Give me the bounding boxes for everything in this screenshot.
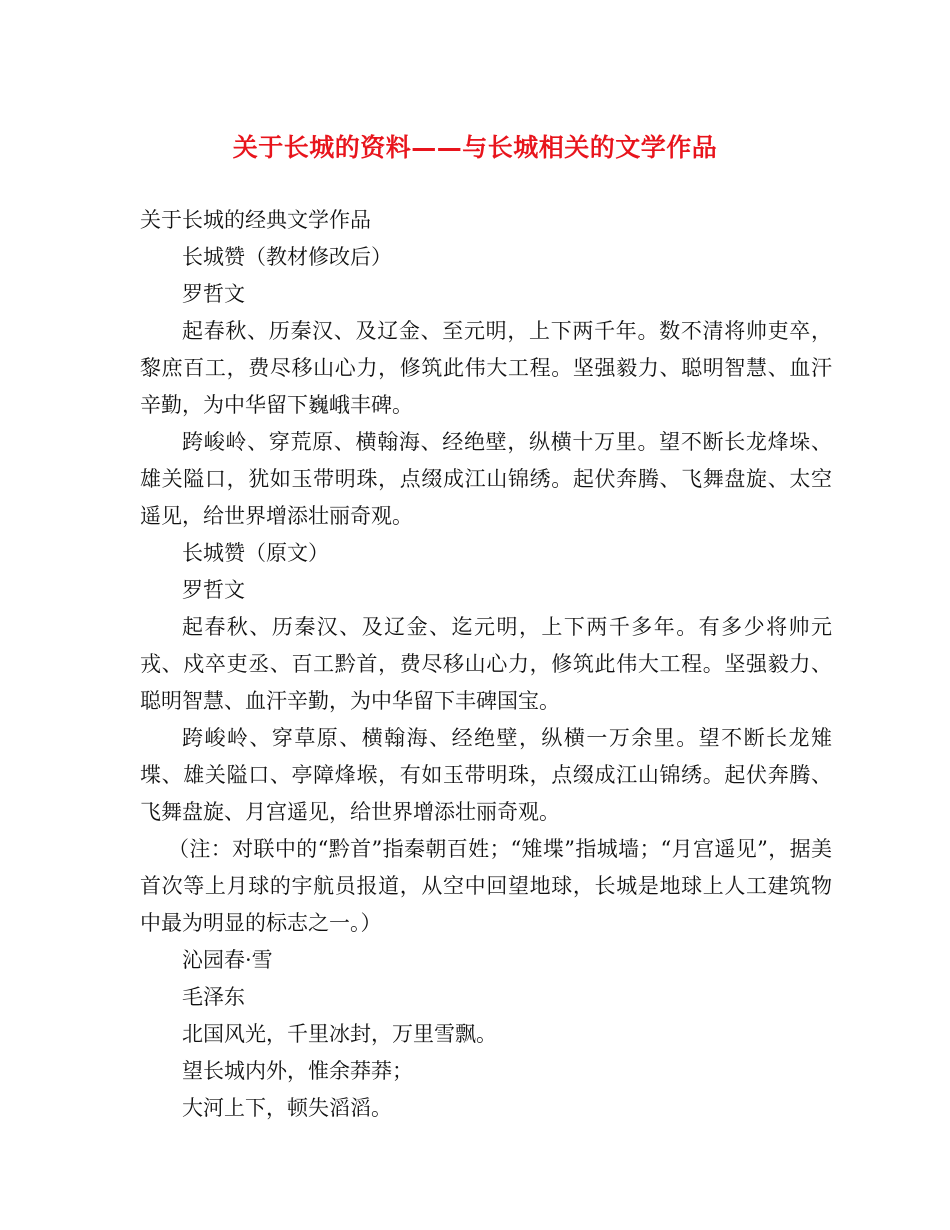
- poem-title: 沁园春·雪: [182, 948, 273, 972]
- section-heading: 关于长城的经典文学作品: [140, 208, 371, 232]
- annotation-note: （注：对联中的“黔首”指秦朝百姓；“雉堞”指城墙；“月宫遥见”，据美首次等上月球的宇航员报道，从空中回望地球，长城是地球上人工建筑物中最为明显的标志之一。）: [140, 837, 832, 935]
- poem-paragraph: 起春秋、历秦汉、及辽金、至元明，上下两千年。数不清将帅吏卒，黎庶百工，费尽移山心力，修筑此伟大工程。坚强毅力、聪明智慧、血汗辛勤，为中华留下巍峨丰碑。: [140, 319, 832, 417]
- poem-line: 望长城内外，惟余莽莽；: [182, 1059, 413, 1083]
- poem-line: 大河上下，顿失滔滔。: [182, 1096, 392, 1120]
- poem-title: 长城赞（原文）: [182, 541, 329, 565]
- poem-author: 罗哲文: [182, 578, 245, 602]
- poem-paragraph: 起春秋、历秦汉、及辽金、迄元明，上下两千多年。有多少将帅元戎、戍卒吏丞、百工黔首，费尽移山心力，修筑此伟大工程。坚强毅力、聪明智慧、血汗辛勤，为中华留下丰碑国宝。: [140, 615, 832, 713]
- document-body: [140, 202, 832, 1127]
- poem-paragraph: 跨峻岭、穿荒原、横翰海、经绝壁，纵横十万里。望不断长龙烽垛、雄关隘口，犹如玉带明珠，点缀成江山锦绣。起伏奔腾、飞舞盘旋、太空遥见，给世界增添壮丽奇观。: [140, 430, 832, 528]
- poem-title: 长城赞（教材修改后）: [182, 245, 392, 269]
- poem-paragraph: 跨峻岭、穿草原、横翰海、经绝壁，纵横一万余里。望不断长龙雉堞、雄关隘口、亭障烽堠，有如玉带明珠，点缀成江山锦绣。起伏奔腾、飞舞盘旋、月宫遥见，给世界增添壮丽奇观。: [140, 726, 832, 824]
- poem-author: 毛泽东: [182, 985, 245, 1009]
- poem-author: 罗哲文: [182, 282, 245, 306]
- poem-line: 北国风光，千里冰封，万里雪飘。: [182, 1022, 497, 1046]
- document-title: 关于长城的资料——与长城相关的文学作品: [232, 133, 718, 162]
